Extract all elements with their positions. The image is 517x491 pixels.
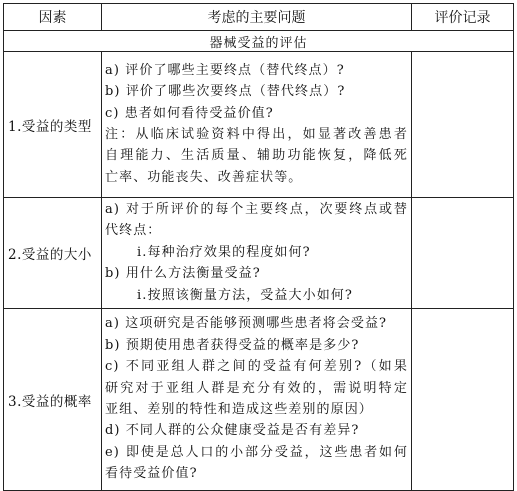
- table-row: [4, 198, 514, 309]
- row-record: [412, 309, 514, 491]
- question-subline: i.按照该衡量方法，受益大小如何?: [137, 287, 353, 303]
- row-category: 3.受益的概率: [4, 309, 102, 491]
- question-line: b) 用什么方法衡量受益?: [105, 266, 261, 282]
- question-line: a) 对于所评价的每个主要终点，次要终点或替: [105, 202, 408, 217]
- question-line: b) 预期使用患者获得受益的概率是多少?: [105, 337, 360, 353]
- row-record: [412, 198, 514, 309]
- table-row: [4, 52, 514, 198]
- benefit-assessment-table: [3, 3, 514, 491]
- question-line: 亡率、功能丧失、改善症状等。: [105, 169, 303, 185]
- header-factor: 因素: [4, 4, 102, 31]
- question-line: 代终点：: [105, 223, 162, 239]
- header-main-questions: 考虑的主要问题: [102, 4, 412, 31]
- question-line: c) 患者如何看待受益价值?: [105, 105, 274, 121]
- row-category: 2.受益的大小: [4, 198, 102, 309]
- question-line: 自理能力、生活质量、辅助功能恢复，降低死: [105, 148, 408, 164]
- question-line: c) 不同亚组人群之间的受益有何差别?（如果: [105, 359, 408, 375]
- table-row: [4, 309, 514, 491]
- question-line: e) 即使是总人口的小部分受益，这些患者如何: [105, 444, 408, 460]
- question-line: 注：从临床试验资料中得出，如显著改善患者: [105, 127, 408, 142]
- question-line: b) 评价了哪些次要终点（替代终点）?: [105, 84, 346, 100]
- row-questions: [102, 198, 412, 309]
- question-line: 亚组、差别的特性和造成这些差别的原因）: [105, 402, 373, 418]
- row-questions: [102, 52, 412, 198]
- row-record: [412, 52, 514, 198]
- question-subline: i.每种治疗效果的程度如何?: [137, 244, 311, 260]
- question-line: a) 评价了哪些主要终点（替代终点）?: [105, 62, 345, 78]
- header-row: [4, 4, 514, 31]
- section-row: [4, 31, 514, 52]
- question-line: d) 不同人群的公众健康受益是否有差异?: [105, 423, 360, 439]
- question-line: a) 这项研究是否能够预测哪些患者将会受益?: [105, 316, 388, 332]
- question-line: 看待受益价值?: [105, 466, 198, 482]
- header-evaluation-record: 评价记录: [412, 4, 514, 31]
- row-questions: [102, 309, 412, 491]
- section-title: 器械受益的评估: [4, 31, 514, 52]
- question-line: 研究对于亚组人群是充分有效的，需说明特定: [105, 380, 408, 396]
- row-category: 1.受益的类型: [4, 52, 102, 198]
